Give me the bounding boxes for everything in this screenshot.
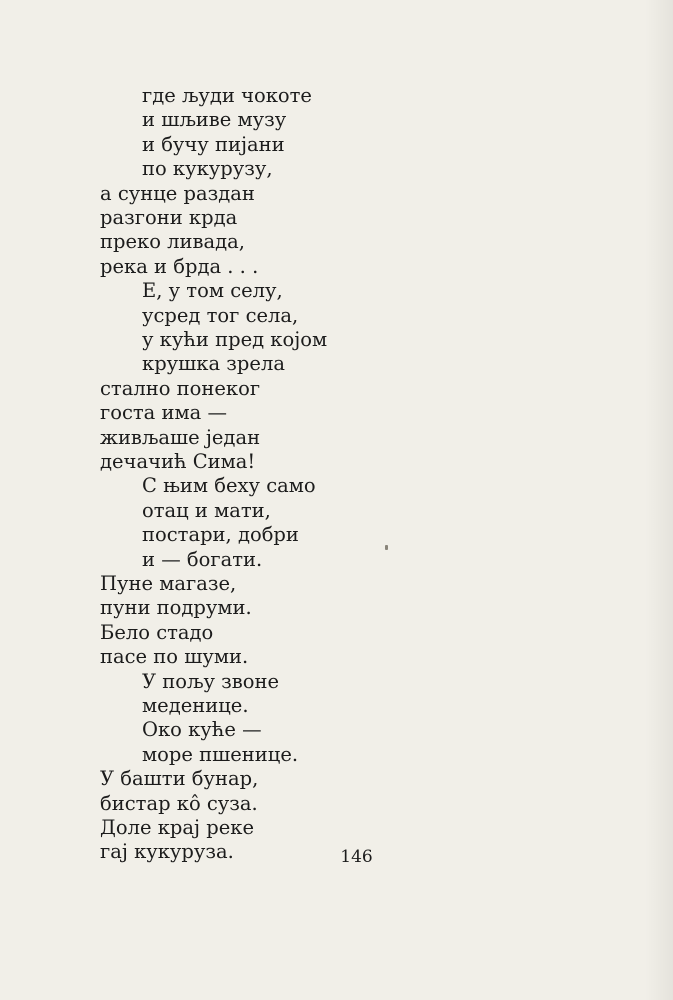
poem-line: Пуне магазе, [100, 572, 237, 595]
poem-line: Доле крај реке [100, 816, 255, 839]
poem-line: усред тог села, [142, 303, 299, 327]
poem-line: постари, добри [142, 523, 299, 547]
poem-line: стално понеког [100, 376, 261, 400]
poem-line: крушка зрела [142, 352, 285, 376]
poem-line: где људи чокоте [142, 84, 312, 107]
page-number: 146 [340, 847, 373, 867]
poem-line: пуни подруми. [100, 596, 252, 620]
poem-line: разгони крда [100, 206, 238, 229]
poem-line: Е, у том селу, [142, 279, 283, 303]
poem-line: и — богати. [142, 547, 263, 571]
poem-line: у кући пред којом [142, 328, 328, 351]
poem-line: преко ливада, [100, 230, 245, 254]
poem-line: гај кукуруза. [100, 840, 234, 864]
poem-line: У пољу звоне [142, 669, 280, 693]
poem-line: госта има — [100, 401, 227, 425]
poem-line: С њим беху само [142, 474, 316, 498]
ink-speck [385, 545, 388, 550]
poem-line: и бучу пијани [142, 132, 285, 156]
poem-line: живљаше један [100, 425, 261, 449]
poem-line: и шљиве музу [142, 108, 287, 132]
poem-line: пасе по шуми. [100, 645, 249, 669]
poem-line: бистар кô суза. [100, 791, 258, 815]
poem-line: море пшенице. [142, 742, 299, 766]
poem-line: отац и мати, [142, 498, 271, 522]
poem-line: дечачић Сима! [100, 450, 256, 473]
poem-line: меденице. [142, 694, 249, 717]
poem-line: Око куће — [142, 718, 262, 742]
poem-line: река и брда . . . [100, 254, 259, 278]
poem-line: по кукурузу, [142, 157, 273, 181]
poem-line: Бело стадо [100, 620, 214, 644]
poem-line: У башти бунар, [100, 767, 259, 791]
poem-line: а сунце раздан [100, 181, 255, 205]
